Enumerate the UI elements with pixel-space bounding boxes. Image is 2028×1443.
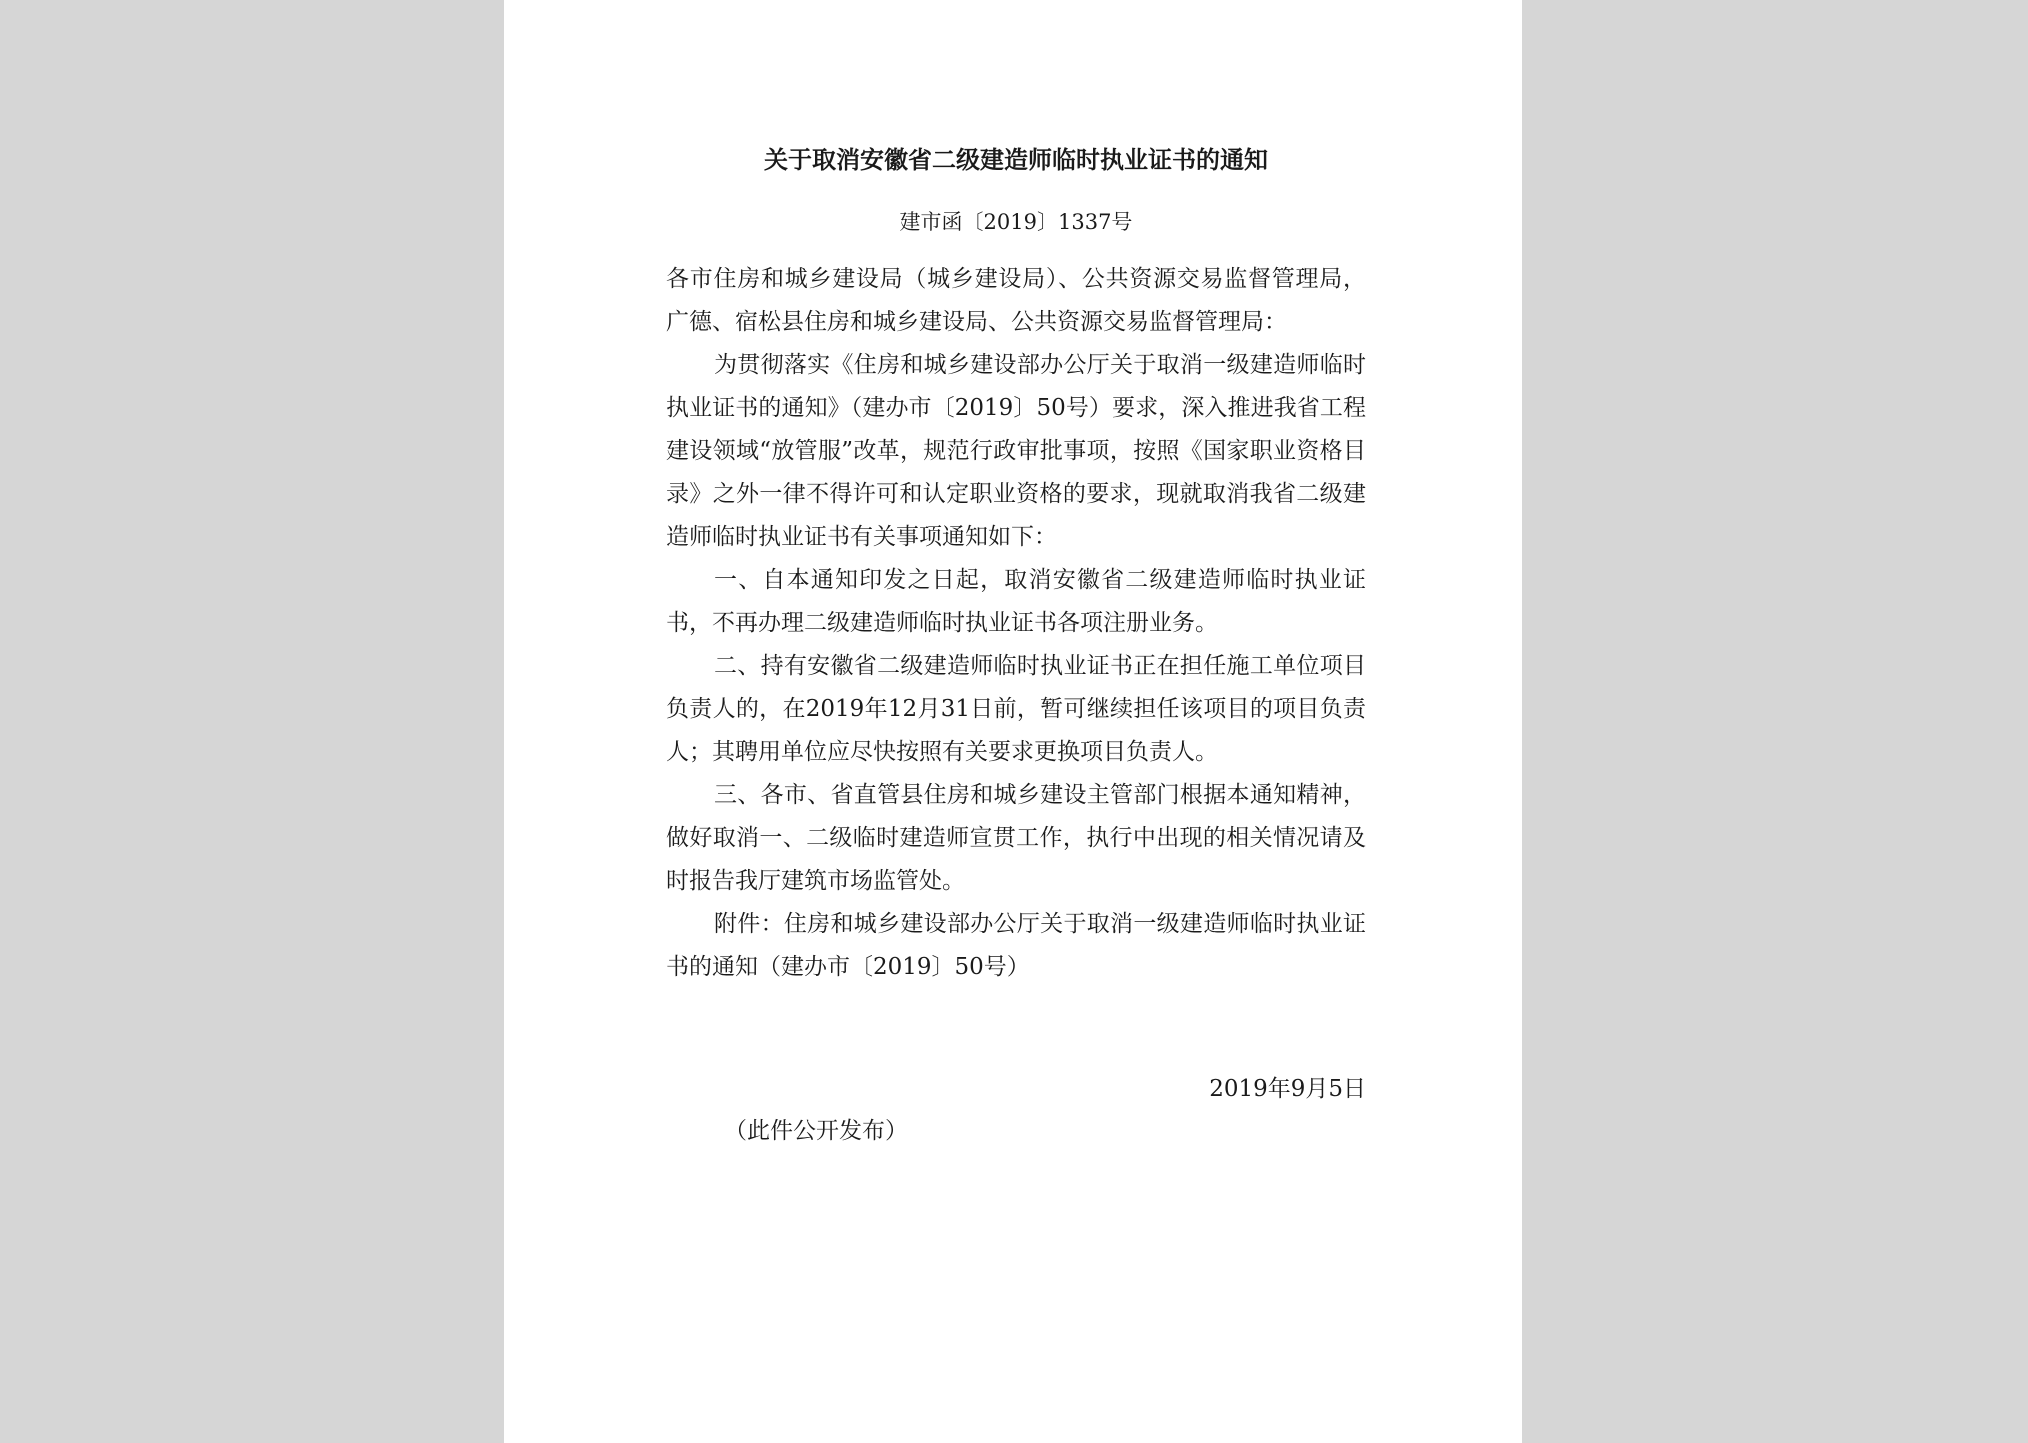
document-number: 建市函〔2019〕1337号 — [899, 210, 1133, 234]
addressee: 各市住房和城乡建设局（城乡建设局）、公共资源交易监督管理局，广德、宿松县住房和城乡建设局、公共资源交易监督管理局： — [666, 266, 1366, 335]
document-page — [504, 0, 1522, 1443]
document-date: 2019年9月5日 — [1209, 1076, 1366, 1102]
body-paragraph-item-1: 一、自本通知印发之日起，取消安徽省二级建造师临时执业证书，不再办理二级建造师临时执业证书各项注册业务。 — [666, 567, 1366, 636]
body-paragraph-item-2: 二、持有安徽省二级建造师临时执业证书正在担任施工单位项目负责人的，在2019年12月31日前，暂可继续担任该项目的项目负责人；其聘用单位应尽快按照有关要求更换项目负责人。 — [666, 653, 1366, 765]
body-paragraph-item-3: 三、各市、省直管县住房和城乡建设主管部门根据本通知精神，做好取消一、二级临时建造师宣贯工作，执行中出现的相关情况请及时报告我厅建筑市场监管处。 — [666, 782, 1366, 894]
attachment-note: 附件：住房和城乡建设部办公厅关于取消一级建造师临时执业证书的通知（建办市〔2019〕50号） — [666, 911, 1366, 980]
document-title: 关于取消安徽省二级建造师临时执业证书的通知 — [764, 145, 1268, 174]
document-body — [666, 258, 1366, 989]
body-paragraph-intro: 为贯彻落实《住房和城乡建设部办公厅关于取消一级建造师临时执业证书的通知》（建办市〔2019〕50号）要求，深入推进我省工程建设领域“放管服”改革，规范行政审批事项，按照《国家职业资格目录》之外一律不得许可和认定职业资格的要求，现就取消我省二级建造师临时执业证书有关事项通知如下： — [666, 352, 1366, 550]
publish-note: （此件公开发布） — [724, 1118, 908, 1144]
